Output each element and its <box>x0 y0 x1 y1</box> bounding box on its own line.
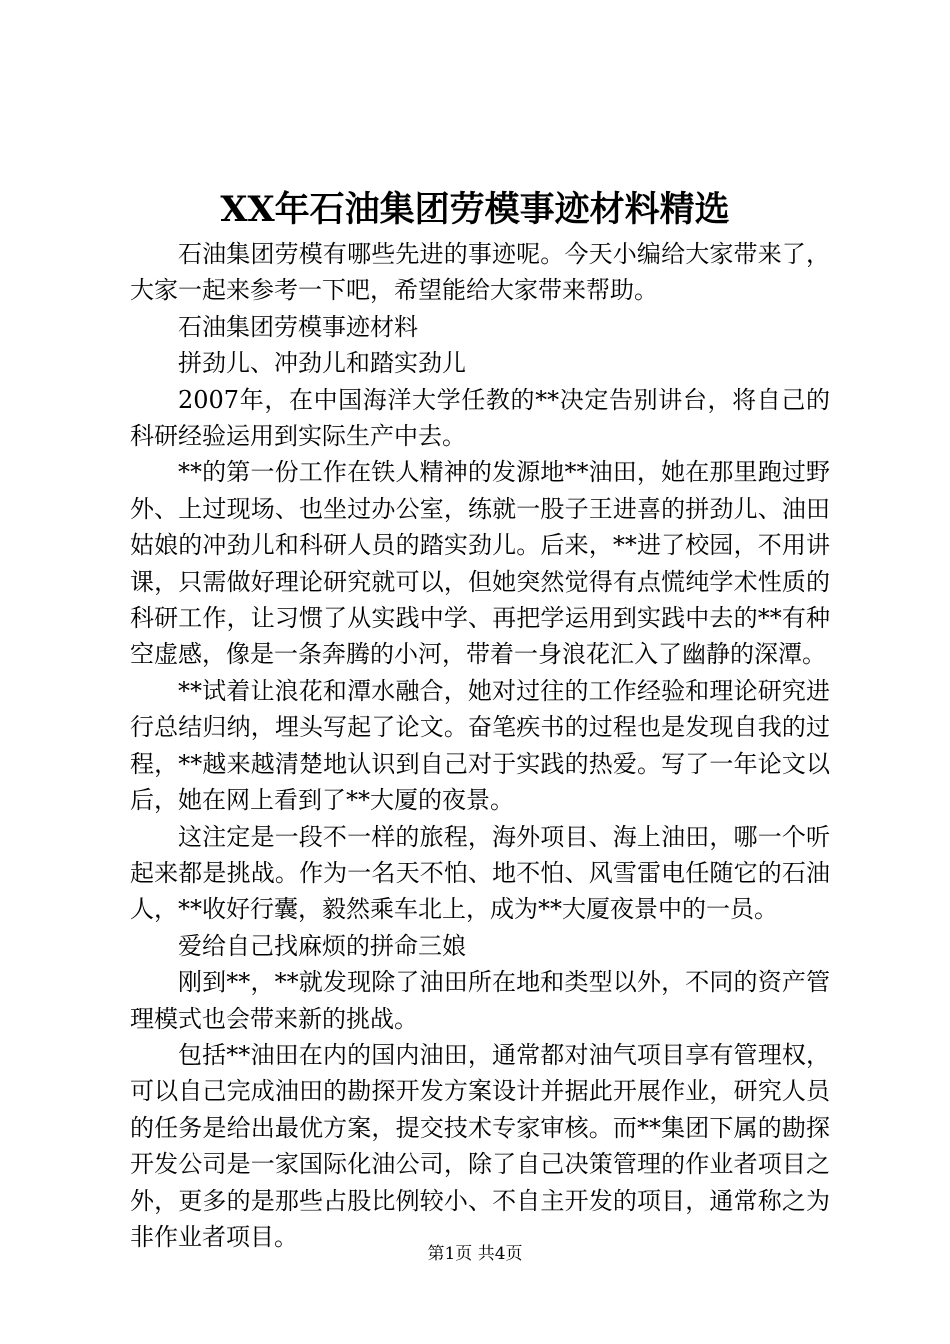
paragraph-thesis: **试着让浪花和潭水融合，她对过往的工作经验和理论研究进行总结归纳，埋头写起了论文。奋笔疾书的过程也是发现自我的过程，**越来越清楚地认识到自己对于实践的热爱。写了一年论文以后，她在网上看到了**大厦的夜景。 <box>130 676 830 815</box>
paragraph-first-job: **的第一份工作在铁人精神的发源地**油田，她在那里跑过野外、上过现场、也坐过办公室，练就一股子王进喜的拼劲儿、油田姑娘的冲劲儿和科研人员的踏实劲儿。后来，**进了校园，不用讲课，只需做好理论研究就可以，但她突然觉得有点慌纯学术性质的科研工作，让习惯了从实践中学、再把学运用到实践中去的**有种空虚感，像是一条奔腾的小河，带着一身浪花汇入了幽静的深潭。 <box>130 458 830 669</box>
paragraph-subheading-spirit: 拼劲儿、冲劲儿和踏实劲儿 <box>178 349 466 378</box>
paragraph-subheading-trouble: 爱给自己找麻烦的拼命三娘 <box>178 931 466 960</box>
paragraph-arrival: 刚到**，**就发现除了油田所在地和类型以外，不同的资产管理模式也会带来新的挑战。 <box>130 968 830 1033</box>
document-title: XX年石油集团劳模事迹材料精选 <box>220 189 730 230</box>
paragraph-2007: 2007年，在中国海洋大学任教的**决定告别讲台，将自己的科研经验运用到实际生产中去。 <box>130 385 830 451</box>
paragraph-journey: 这注定是一段不一样的旅程，海外项目、海上油田，哪一个听起来都是挑战。作为一名天不怕、地不怕、风雪雷电任随它的石油人，**收好行囊，毅然乘车北上，成为**大厦夜景中的一员。 <box>130 822 830 924</box>
page-footer: 第1页 共4页 <box>427 1244 523 1264</box>
paragraph-intro: 石油集团劳模有哪些先进的事迹呢。今天小编给大家带来了，大家一起来参考一下吧，希望能给大家带来帮助。 <box>130 240 830 305</box>
paragraph-domestic-fields: 包括**油田在内的国内油田，通常都对油气项目享有管理权，可以自己完成油田的勘探开发方案设计并据此开展作业，研究人员的任务是给出最优方案，提交技术专家审核。而**集团下属的勘探开发公司是一家国际化油公司，除了自己决策管理的作业者项目之外，更多的是那些占股比例较小、不自主开发的项目，通常称之为非作业者项目。 <box>130 1040 830 1251</box>
document-body <box>130 236 830 1255</box>
paragraph-heading-material: 石油集团劳模事迹材料 <box>178 312 418 341</box>
